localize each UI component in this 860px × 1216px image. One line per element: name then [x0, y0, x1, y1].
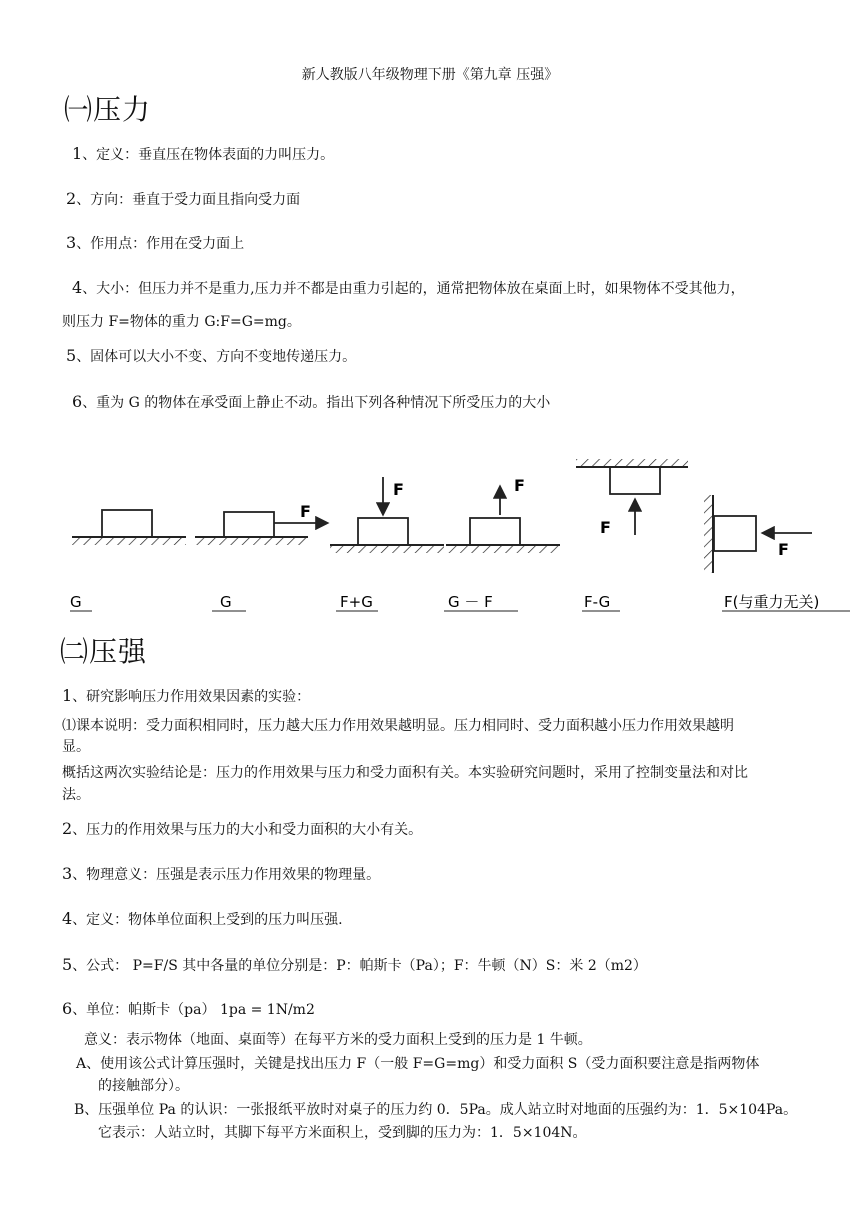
- item-number: 6: [72, 392, 83, 411]
- item-text: 、固体可以大小不变、方向不变地传递压力。: [76, 349, 357, 365]
- note-b-line1: B、压强单位 Pa 的认识：一张报纸平放时对桌子的压力约 0．5Pa。成人站立时对地面的压强约为：1．5×104Pa。: [74, 1102, 798, 1118]
- block: [610, 467, 660, 494]
- force-label: F: [300, 502, 311, 521]
- section1-heading: ㈠压力: [64, 93, 152, 126]
- note-b-line2: 它表示：人站立时，其脚下每平方米面积上，受到脚的压力为：1．5×104N。: [98, 1125, 587, 1141]
- pressure-strength-item-5: [62, 955, 647, 976]
- pressure-item-4: [72, 278, 745, 299]
- conclusion-line2: 法。: [62, 787, 90, 803]
- item-text: 、重为 G 的物体在承受面上静止不动。指出下列各种情况下所受压力的大小: [82, 395, 551, 411]
- item-text: 、单位：帕斯卡（pa） 1pa = 1N/m2: [72, 1002, 315, 1018]
- item-number: 1: [62, 686, 73, 705]
- pressure-item-2: [66, 189, 300, 210]
- pressure-strength-item-3: [62, 864, 380, 885]
- textbook-note-line1: ⑴课本说明：受力面积相同时，压力越大压力作用效果越明显。压力相同时、受力面积越小压力作用效果越明: [62, 718, 734, 734]
- item-number: 1: [72, 144, 83, 163]
- pressure-strength-item-4: [62, 909, 343, 930]
- pressure-strength-item-6: [62, 999, 315, 1020]
- item-number: 4: [72, 278, 83, 297]
- answer-label-3: F+G: [340, 593, 373, 611]
- item-text: 、方向：垂直于受力面且指向受力面: [76, 192, 301, 208]
- item-number: 3: [62, 864, 73, 883]
- pressure-item-3: [66, 233, 244, 254]
- block: [358, 518, 408, 545]
- item-number: 2: [66, 189, 77, 208]
- item-text: 、定义：物体单位面积上受到的压力叫压强.: [72, 912, 343, 928]
- pressure-item-5: [66, 346, 356, 367]
- item-number: 5: [62, 955, 73, 974]
- item-number: 4: [62, 909, 73, 928]
- block: [470, 518, 520, 545]
- unit-meaning: 意义：表示物体（地面、桌面等）在每平方米的受力面积上受到的压力是 1 牛顿。: [84, 1032, 592, 1048]
- force-label: F: [778, 540, 789, 559]
- block: [102, 510, 152, 537]
- answer-label-2: G: [220, 593, 232, 611]
- pressure-cases-diagram: [60, 455, 860, 620]
- case4-upward-pull: [446, 476, 560, 553]
- pressure-strength-item-1: [62, 686, 310, 707]
- note-a-line2: 的接触部分）。: [98, 1078, 189, 1094]
- force-label: F: [600, 518, 611, 537]
- pressure-strength-item-2: [62, 819, 422, 840]
- answer-label-6: F(与重力无关): [724, 593, 820, 611]
- ground-hatch: [330, 546, 444, 553]
- case5-ceiling-push: [576, 459, 688, 537]
- item-text: 、压力的作用效果与压力的大小和受力面积的大小有关。: [72, 822, 423, 838]
- answer-label-5: F-G: [584, 593, 611, 611]
- force-label: F: [393, 480, 404, 499]
- item-number: 5: [66, 346, 77, 365]
- case2-horizontal-push: [195, 502, 326, 545]
- item-number: 6: [62, 999, 73, 1018]
- conclusion-line1: 概括这两次实验结论是：压力的作用效果与压力和受力面积有关。本实验研究问题时，采用了控制变量法和对比: [62, 765, 748, 781]
- item-text: 、作用点：作用在受力面上: [76, 236, 245, 252]
- wall-hatch: [704, 495, 712, 573]
- textbook-note-line2: 显。: [62, 739, 90, 755]
- block: [224, 512, 274, 537]
- ground-hatch: [446, 546, 560, 553]
- case6-wall-push: [704, 495, 812, 573]
- pressure-item-6: [72, 392, 550, 413]
- item-number: 3: [66, 233, 77, 252]
- ground-hatch: [72, 538, 186, 545]
- ceiling-hatch: [576, 459, 688, 466]
- item-text: 、定义：垂直压在物体表面的力叫压力。: [82, 147, 335, 163]
- case3-downward-push: [330, 477, 444, 553]
- item-text: 、公式： P=F/S 其中各量的单位分别是：P：帕斯卡（Pa）；F：牛顿（N）S：米 2（m2）: [72, 958, 647, 974]
- note-a-line1: A、使用该公式计算压强时，关键是找出压力 F（一般 F=G=mg）和受力面积 S（受力面积要注意是指两物体: [76, 1056, 760, 1072]
- block: [714, 516, 756, 551]
- item-text: 、物理意义：压强是表示压力作用效果的物理量。: [72, 867, 381, 883]
- answer-label-4: G － F: [448, 593, 493, 611]
- item-text: 、大小：但压力并不是重力,压力并不都是由重力引起的，通常把物体放在桌面上时，如果物体不受其他力，: [82, 281, 745, 297]
- case1-block-on-ground: [72, 510, 186, 545]
- item-text: 、研究影响压力作用效果因素的实验：: [72, 689, 311, 705]
- force-label: F: [514, 476, 525, 495]
- section2-heading: ㈡压强: [60, 635, 148, 668]
- document-title: 新人教版八年级物理下册《第九章 压强》: [301, 67, 559, 83]
- pressure-item-1: [72, 144, 334, 165]
- item-number: 2: [62, 819, 73, 838]
- pressure-item-4-cont: 则压力 F=物体的重力 G:F=G=mg。: [62, 314, 301, 330]
- answer-label-1: G: [70, 593, 82, 611]
- ground-hatch: [195, 538, 308, 545]
